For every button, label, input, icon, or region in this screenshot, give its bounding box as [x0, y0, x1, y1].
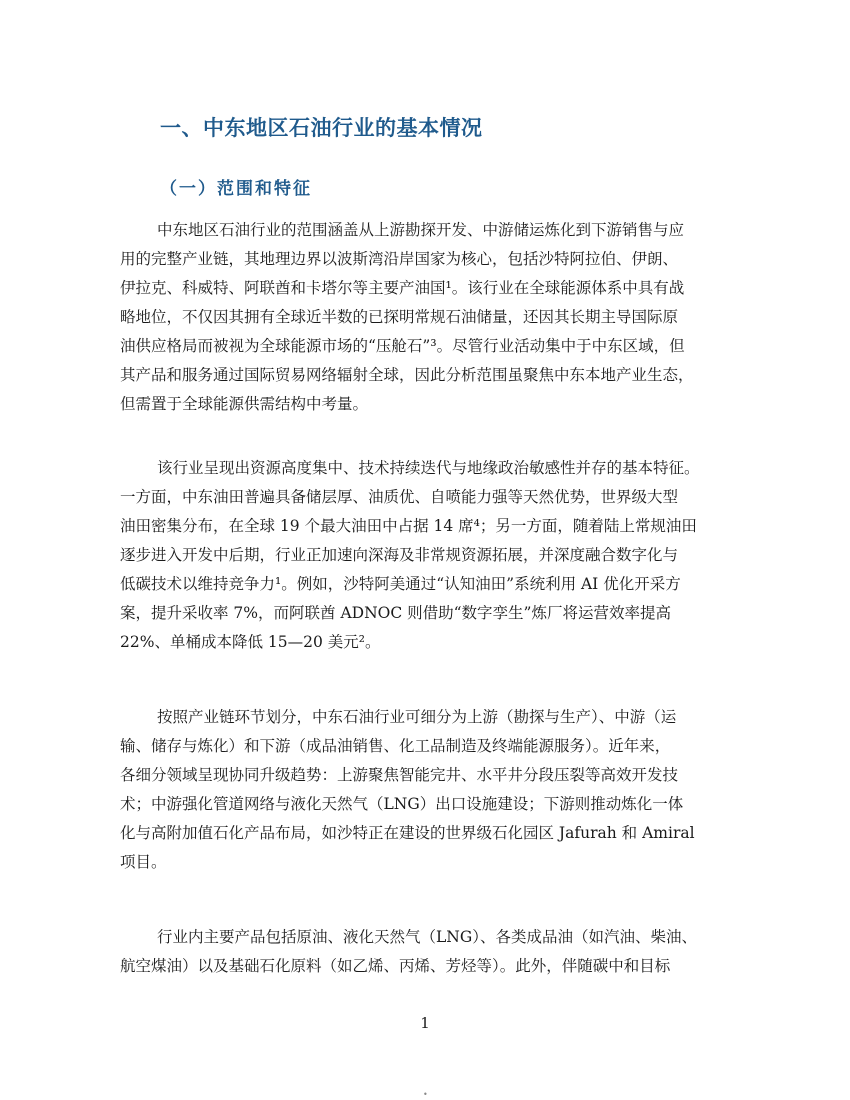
page-number: 1: [420, 1014, 430, 1032]
text-line: 但需置于全球能源供需结构中考量。: [120, 395, 369, 413]
text-line: 术；中游强化管道网络与液化天然气（LNG）出口设施建设；下游则推动炼化一体: [120, 795, 684, 813]
text-line: 油田密集分布，在全球 19 个最大油田中占据 14 席⁴；另一方面，随着陆上常规油田: [120, 517, 697, 535]
text-line: 项目。: [120, 853, 167, 871]
text-line: 各细分领域呈现协同升级趋势：上游聚焦智能完井、水平井分段压裂等高效开发技: [120, 766, 679, 784]
section-heading: 一、中东地区石油行业的基本情况: [160, 116, 483, 140]
paragraph-4: [120, 923, 760, 981]
text-line: 按照产业链环节划分，中东石油行业可细分为上游（勘探与生产）、中游（运: [157, 708, 677, 726]
text-line: 其产品和服务通过国际贸易网络辐射全球，因此分析范围虽聚焦中东本地产业生态，: [120, 366, 694, 384]
text-line: 用的完整产业链，其地理边界以波斯湾沿岸国家为核心，包括沙特阿拉伯、伊朗、: [120, 250, 679, 268]
text-line: 22%、单桶成本降低 15—20 美元²。: [120, 633, 381, 651]
text-line: 该行业呈现出资源高度集中、技术持续迭代与地缘政治敏感性并存的基本特征。: [157, 459, 700, 477]
paragraph-2: [120, 454, 760, 657]
text-line: 中东地区石油行业的范围涵盖从上游勘探开发、中游储运炼化到下游销售与应: [157, 221, 685, 239]
text-line: 略地位，不仅因其拥有全球近半数的已探明常规石油储量，还因其长期主导国际原: [120, 308, 679, 326]
paragraph-3: [120, 703, 760, 877]
text-line: 一方面，中东油田普遍具备储层厚、油质优、自喷能力强等天然优势，世界级大型: [120, 488, 679, 506]
text-line: 航空煤油）以及基础石化原料（如乙烯、丙烯、芳烃等）。此外，伴随碳中和目标: [120, 957, 671, 975]
text-line: 化与高附加值石化产品布局，如沙特正在建设的世界级石化园区 Jafurah 和 Amiral: [120, 824, 695, 842]
subsection-heading: （一）范围和特征: [160, 179, 312, 199]
text-line: 油供应格局而被视为全球能源市场的“压舱石”³。尽管行业活动集中于中东区域，但: [120, 337, 685, 355]
text-line: 伊拉克、科威特、阿联酋和卡塔尔等主要产油国¹。该行业在全球能源体系中具有战: [120, 279, 685, 297]
text-line: 低碳技术以维持竞争力¹。例如，沙特阿美通过“认知油田”系统利用 AI 优化开采方: [120, 575, 681, 593]
text-line: 逐步进入开发中后期，行业正加速向深海及非常规资源拓展，并深度融合数字化与: [120, 546, 679, 564]
footer-mark: •: [423, 1090, 428, 1099]
text-line: 行业内主要产品包括原油、液化天然气（LNG）、各类成品油（如汽油、柴油、: [157, 928, 697, 946]
paragraph-1: [120, 216, 760, 419]
text-line: 案，提升采收率 7%，而阿联酋 ADNOC 则借助“数字孪生”炼厂将运营效率提高: [120, 604, 671, 622]
text-line: 输、储存与炼化）和下游（成品油销售、化工品制造及终端能源服务）。近年来，: [120, 737, 671, 755]
